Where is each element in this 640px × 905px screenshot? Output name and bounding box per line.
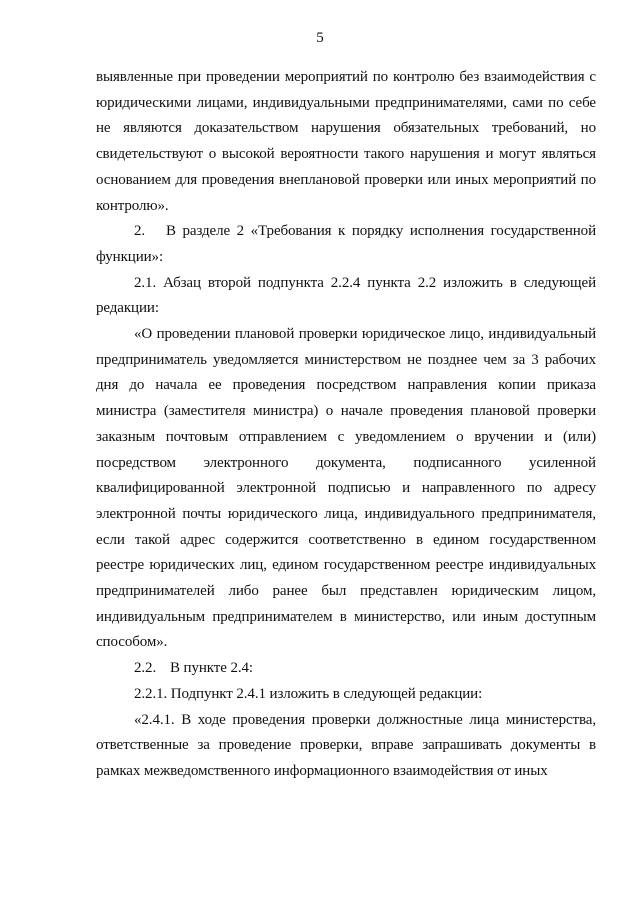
paragraph-text: В пункте 2.4: xyxy=(170,660,253,677)
paragraph-2-2-1: 2.2.1. Подпункт 2.4.1 изложить в следующей редакции: xyxy=(134,685,483,702)
paragraph-continuation: выявленные при проведении мероприятий по контролю без взаимодействия с юридическими лицами, индивидуальными предпринимателями, сами по себе не являются доказательством нарушения обязательных требований, но свидетельствуют о высокой вероятности такого нарушения и могут являться основанием для проведения внеплановой проверки или иных мероприятий по контролю». xyxy=(96,69,596,214)
paragraph-section-2 xyxy=(96,219,596,270)
document-body xyxy=(96,65,596,785)
paragraph-2-1: 2.1. Абзац второй подпункта 2.2.4 пункта 2.2 изложить в следующей редакции: xyxy=(96,274,596,317)
paragraph-quote-2-4-1: «2.4.1. В ходе проведения проверки должностные лица министерства, ответственные за проведение проверки, вправе запрашивать документы в рамках межведомственного информационного взаимодействия от иных xyxy=(96,711,596,779)
paragraph-2-2 xyxy=(96,656,596,682)
paragraph-quote-notification: «О проведении плановой проверки юридическое лицо, индивидуальный предприниматель уведомляется министерством не позднее чем за 3 рабочих дня до начала ее проведения посредством направления копии приказа министра (заместителя министра) о начале проведения плановой проверки заказным почтовым отправлением с уведомлением о вручении и (или) посредством электронного документа, подписанного усиленной квалифицированной электронной подписью и направленного по адресу электронной почты юридического лица, индивидуального предпринимателя, если такой адрес содержится соответственно в едином государственном реестре юридических лиц, едином государственном реестре индивидуальных предпринимателей либо ранее был представлен юридическим лицом, индивидуальным предпринимателем в министерство, или иным доступным способом». xyxy=(96,326,596,651)
list-number: 2. xyxy=(134,223,146,240)
page-number: 5 xyxy=(316,30,324,46)
paragraph-text: В разделе 2 «Требования к порядку исполнения государственной функции»: xyxy=(96,223,596,265)
list-number: 2.2. xyxy=(134,660,157,677)
